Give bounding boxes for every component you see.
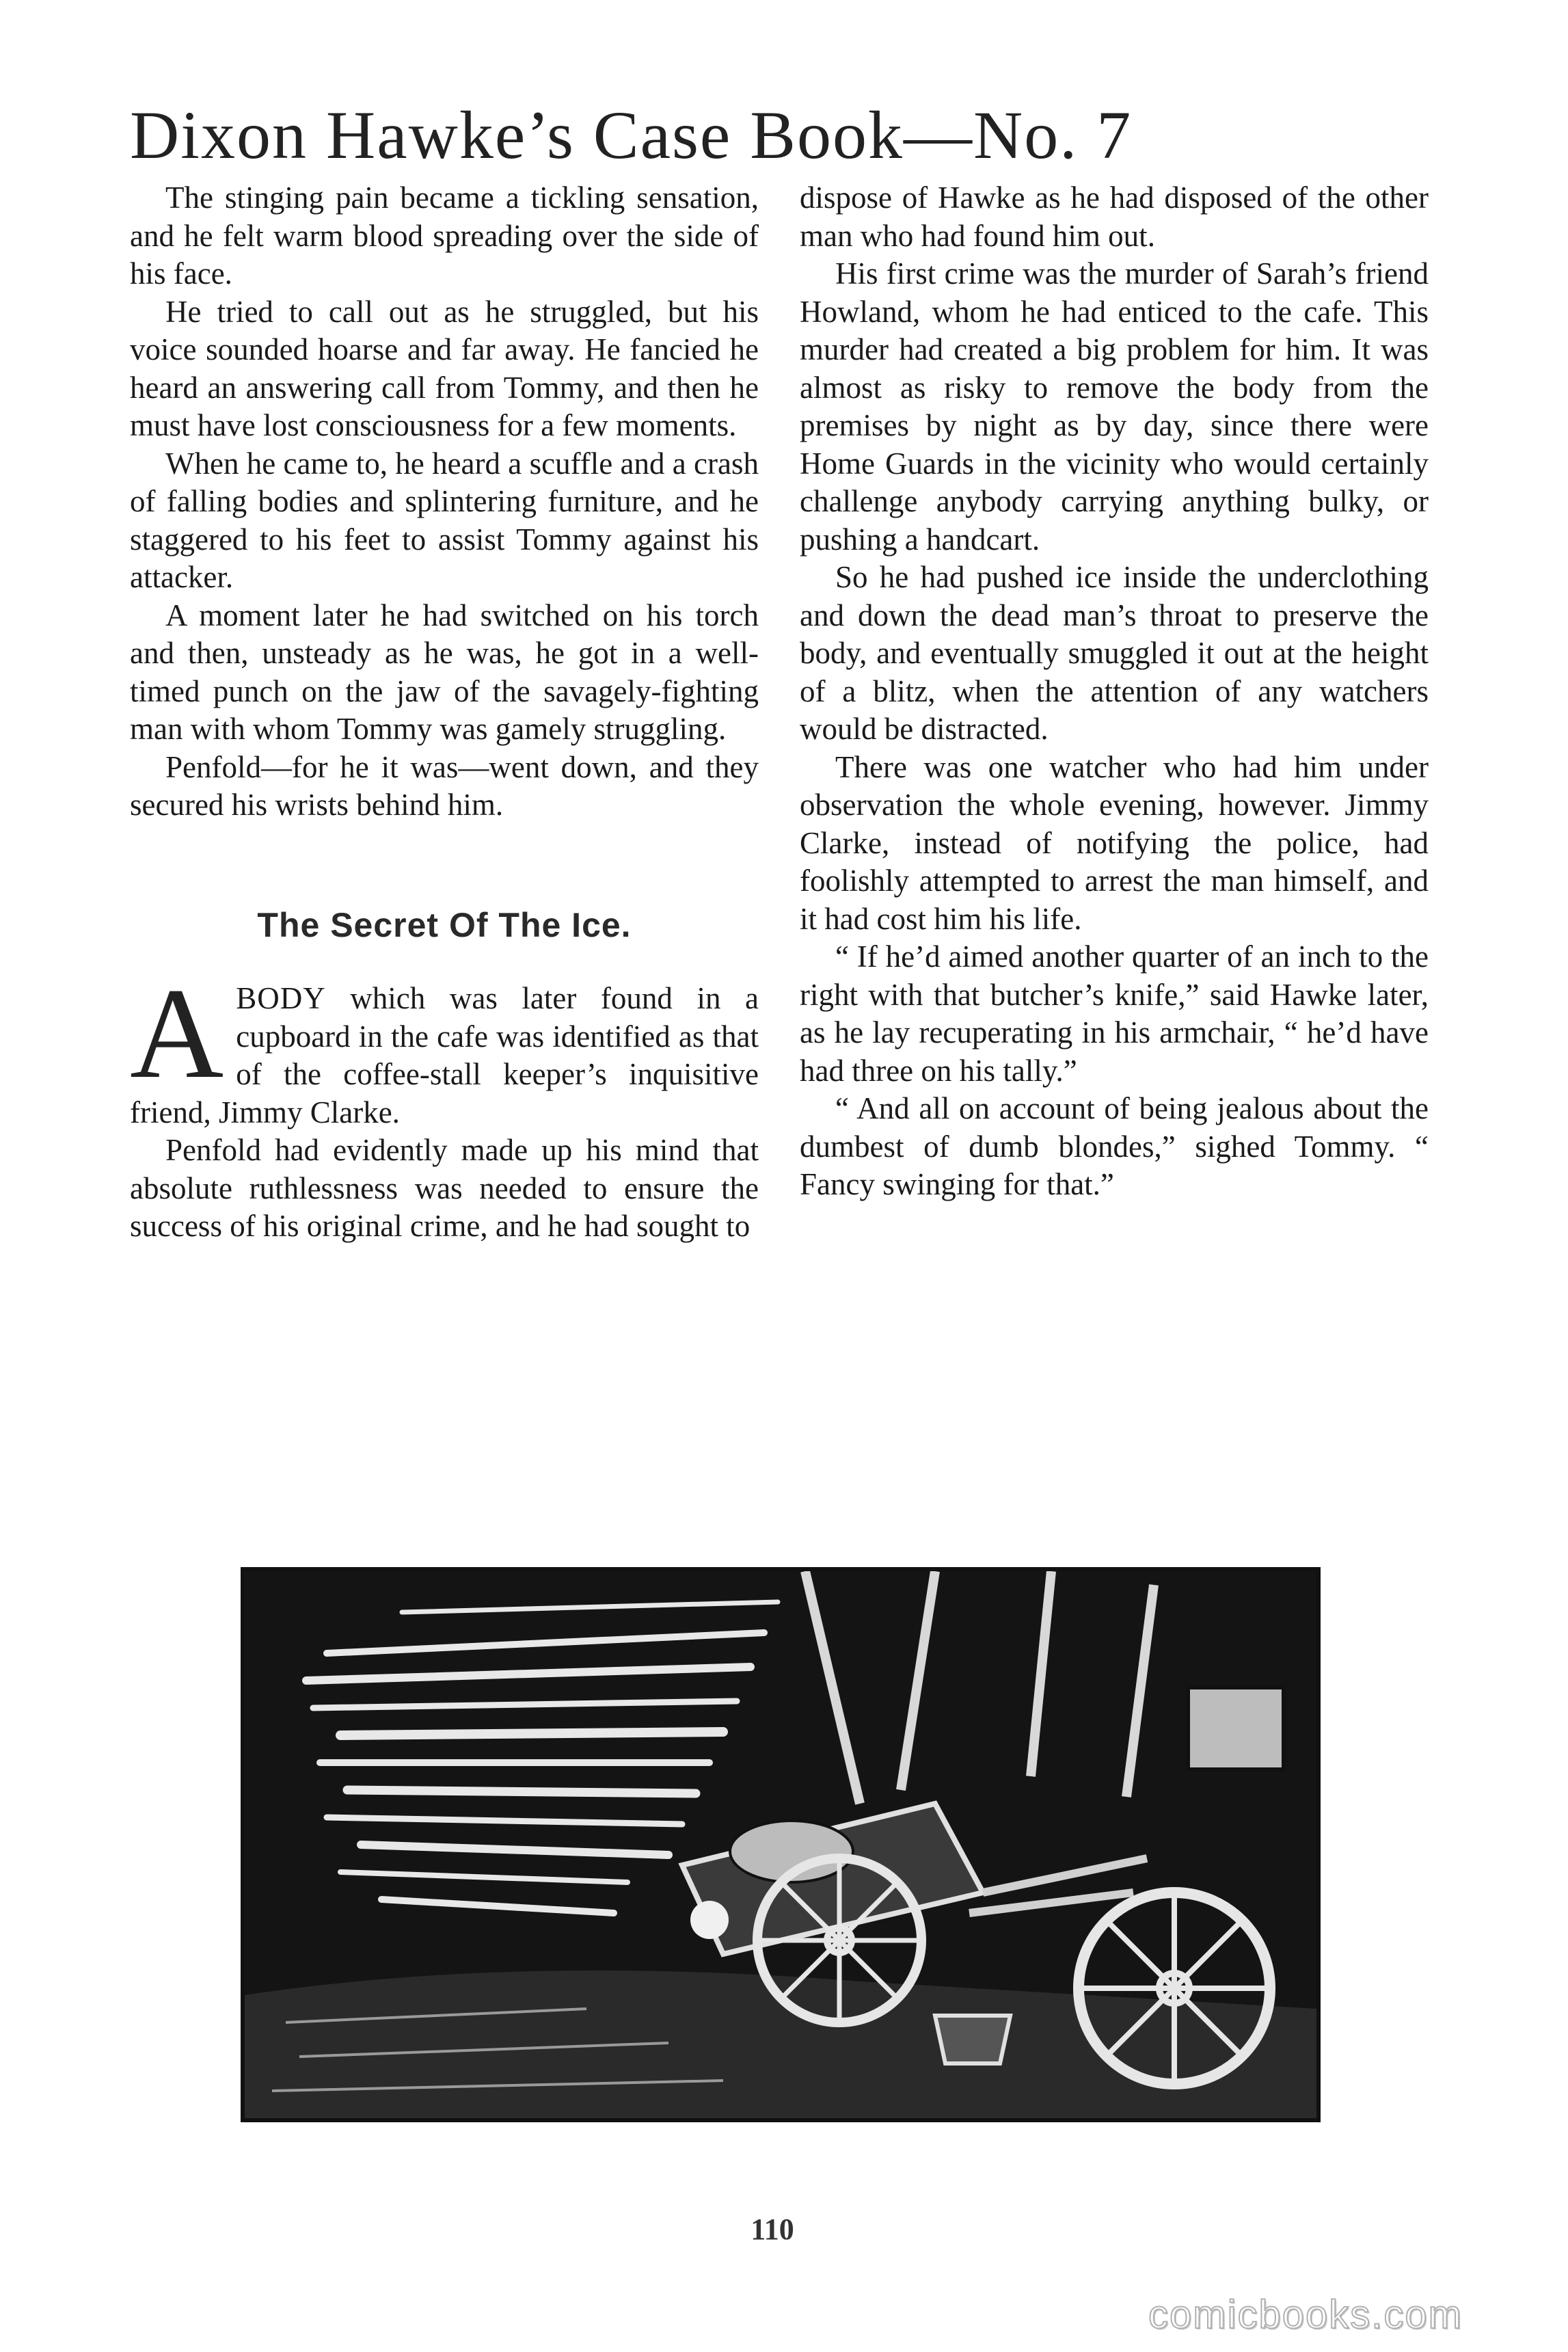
- page-title: Dixon Hawke’s Case Book—No. 7: [130, 97, 1133, 173]
- paragraph: “ If he’d aimed another quarter of an inch to the right with that butcher’s knife,” said Hawke later, as he lay recuperating in his armchair, “ he’d have had three on his tally.”: [800, 939, 1429, 1088]
- continued-paragraph: dispose of Hawke as he had disposed of the other man who had found him out.: [800, 181, 1429, 253]
- paragraph: “ And all on account of being jealous about the dumbest of dumb blondes,” sighed Tommy. “ Fancy swinging for that.”: [800, 1091, 1429, 1201]
- paragraph: His first crime was the murder of Sarah’s friend Howland, whom he had enticed to the cafe. This murder had created a big problem for him. It was almost as risky to remove the body from the premises by night as by day, since there were Home Guards in the vicinity who would certainly challenge anybody carrying anything bulky, or pushing a handcart.: [800, 256, 1429, 557]
- paragraph: A moment later he had switched on his torch and then, unsteady as he was, he got in a well-timed punch on the jaw of the savagely-fighting man with whom Tommy was gamely struggling.: [130, 598, 759, 746]
- paragraph: Penfold had evidently made up his mind that absolute ruthlessness was needed to ensure the success of his original crime, and he had sought to: [130, 1133, 759, 1243]
- paragraph: When he came to, he heard a scuffle and a crash of falling bodies and splintering furniture, and he staggered to his feet to assist Tommy against his attacker.: [130, 446, 759, 594]
- section-heading: The Secret Of The Ice.: [257, 905, 632, 944]
- watermark: comicbooks.com: [1148, 2293, 1463, 2337]
- drop-cap-letter: A: [130, 962, 224, 1106]
- paragraph: Penfold—for he it was—went down, and they secured his wrists behind him.: [130, 749, 759, 822]
- paragraph: He tried to call out as he struggled, but his voice sounded hoarse and far away. He fancied he heard an answering call from Tommy, and then he must have lost consciousness for a few moments.: [130, 294, 759, 442]
- woodcut-illustration: [241, 1567, 1321, 2122]
- page-number: 110: [751, 2213, 794, 2246]
- dropcap-paragraph: [130, 962, 759, 1132]
- right-column: [800, 179, 1429, 1204]
- handcart-woodcut-svg: [245, 1571, 1316, 2118]
- dropcap-word: BODY: [236, 981, 326, 1015]
- paragraph: So he had pushed ice inside the underclothing and down the dead man’s throat to preserve the body, and eventually smuggled it out at the height of a blitz, when the attention of any watchers would be distracted.: [800, 560, 1429, 746]
- left-column: [130, 179, 759, 1246]
- paragraph: There was one watcher who had him under observation the whole evening, however. Jimmy Clarke, instead of notifying the police, had foolishly attempted to arrest the man himself, and it had cost him his life.: [800, 749, 1429, 936]
- dropcap-paragraph-text: which was later found in a cupboard in the cafe was identified as that of the coffee-stall keeper’s inquisitive friend, Jimmy Clarke.: [130, 981, 759, 1130]
- paragraph: The stinging pain became a tickling sensation, and he felt warm blood spreading over the side of his face.: [130, 181, 759, 291]
